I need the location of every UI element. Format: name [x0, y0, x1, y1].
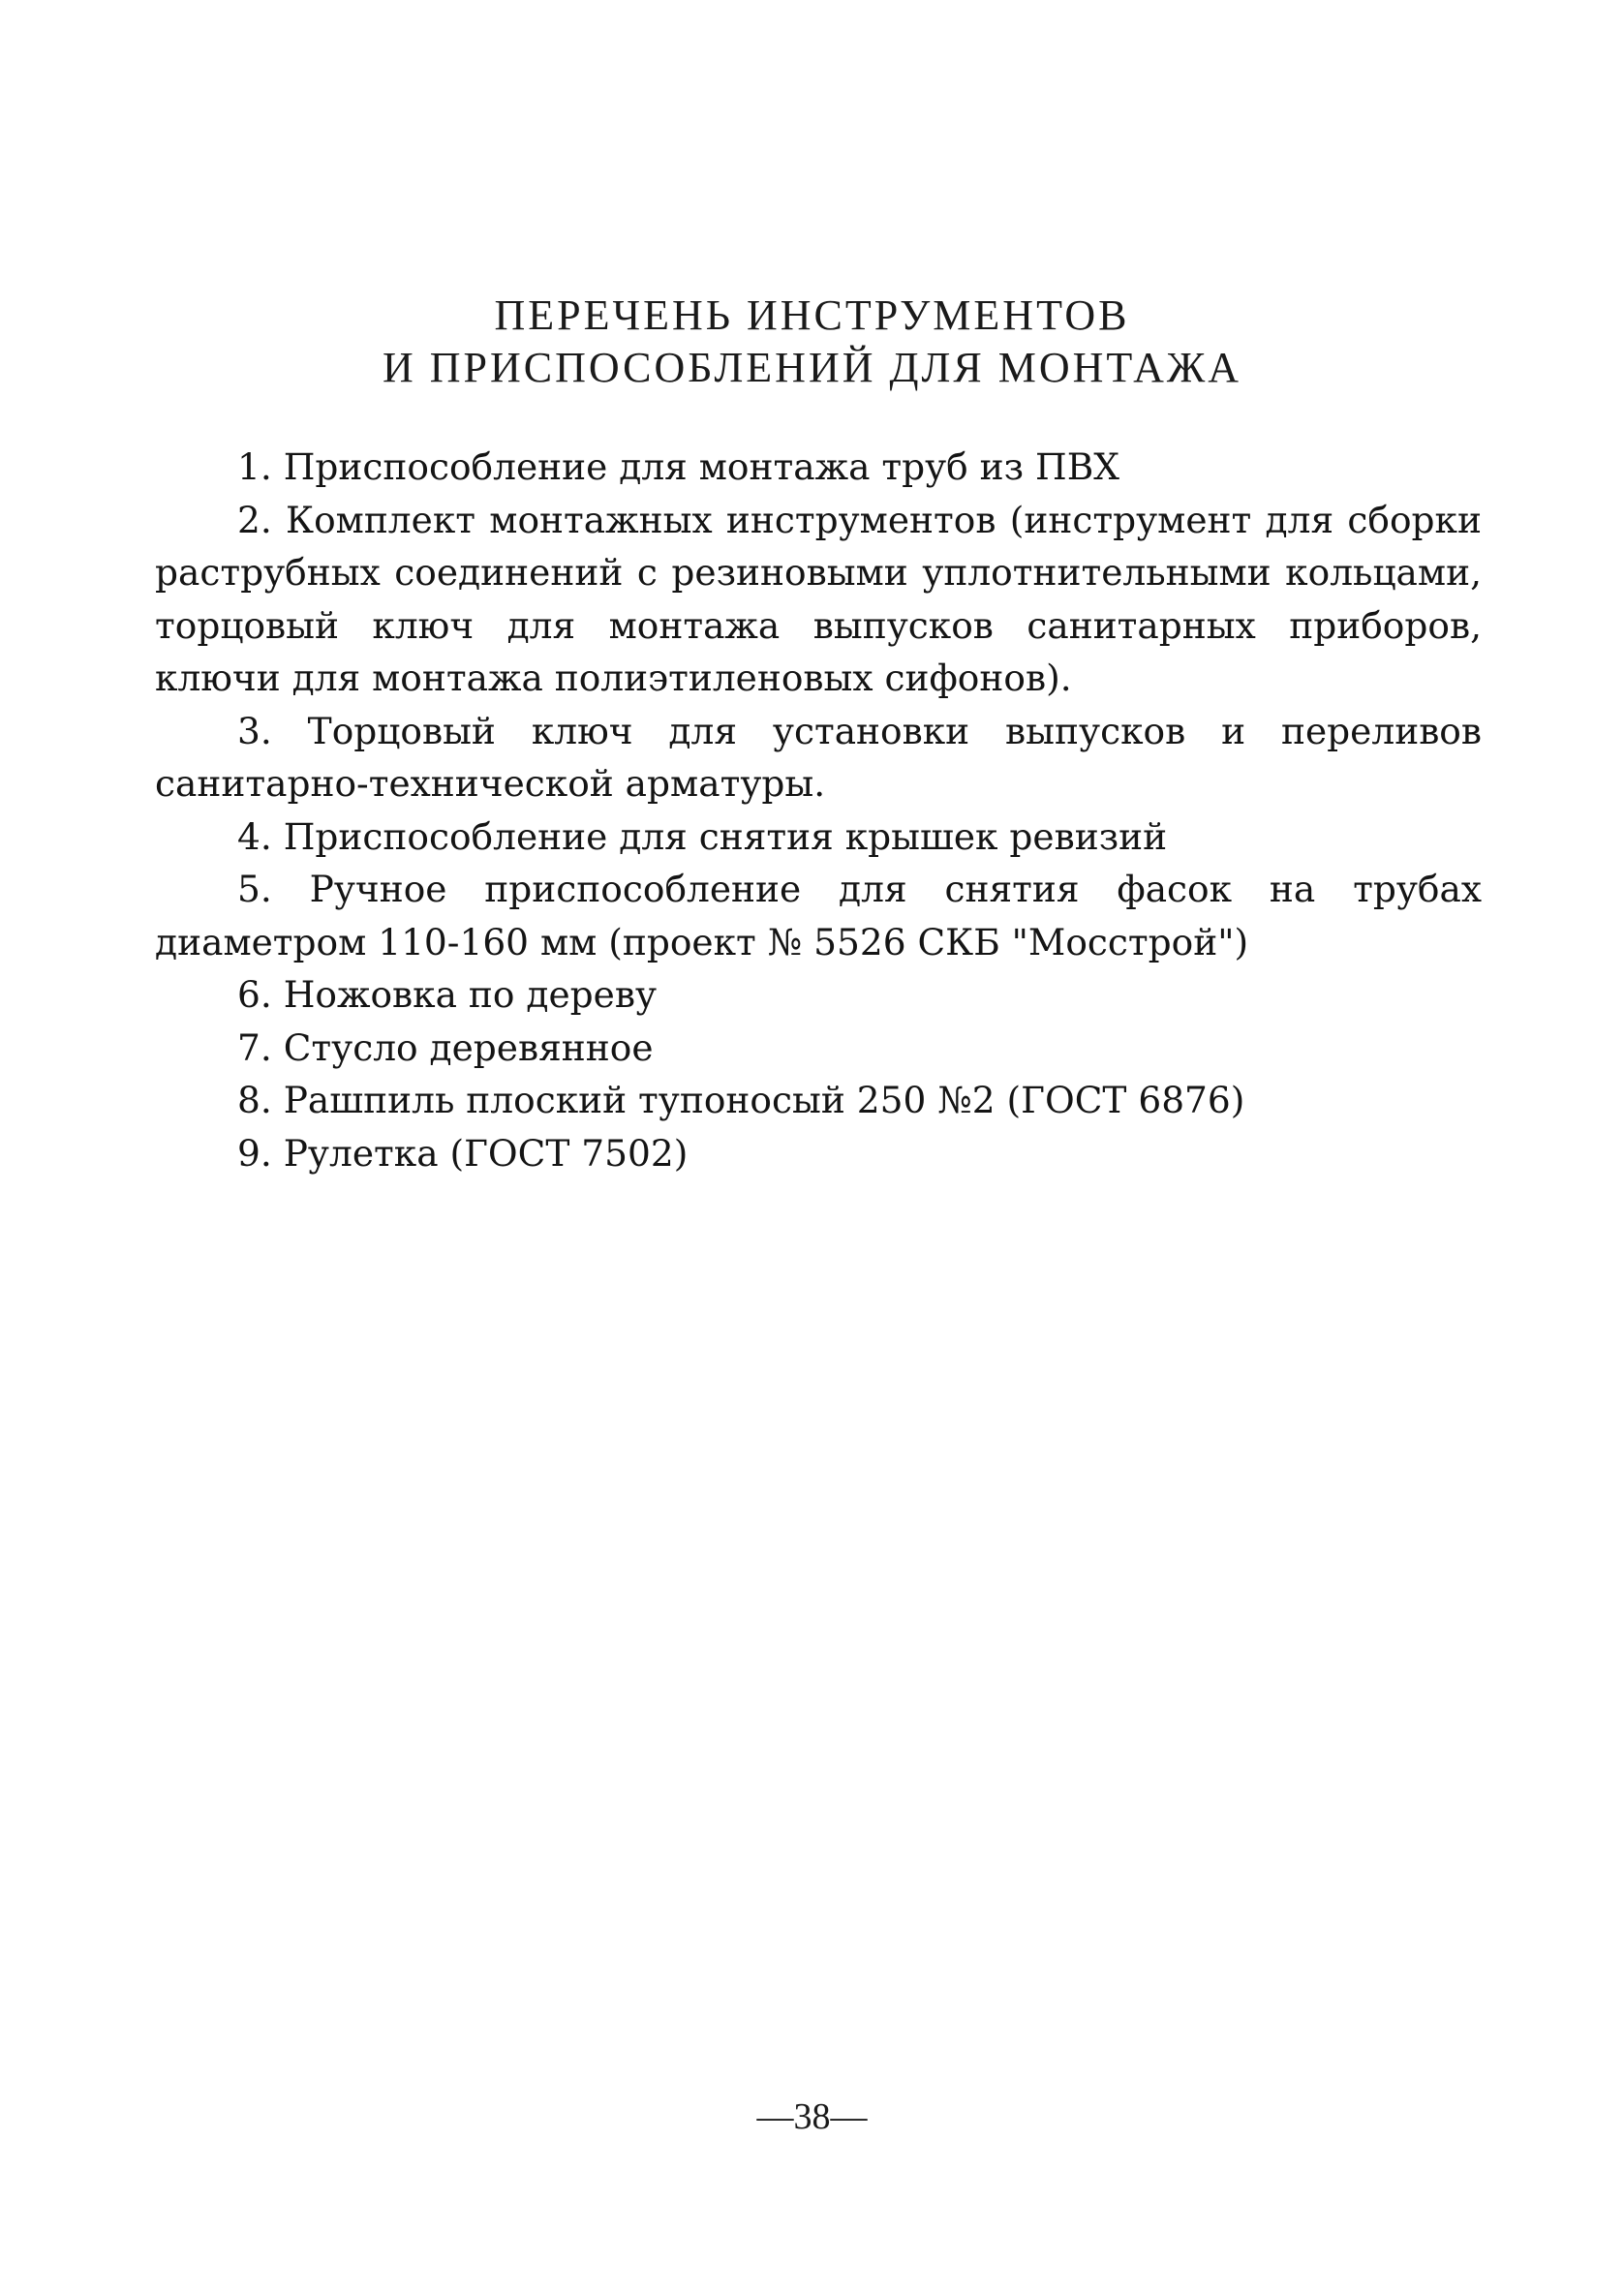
list-item: 6. Ножовка по дереву: [237, 973, 658, 1016]
list-item: 4. Приспособление для снятия крышек ревизий: [237, 814, 1168, 858]
list-item: 5. Ручное приспособление для снятия фасок на трубах диаметром 110-160 мм (проект № 5526 СКБ "Мосстрой"): [155, 868, 1482, 963]
tools-list: [155, 441, 1482, 1179]
list-item: 1. Приспособление для монтажа труб из ПВХ: [237, 445, 1119, 488]
list-item: 2. Комплект монтажных инструментов (инструмент для сборки раструбных соединений с резиновыми уплотнительными кольцами, торцовый ключ для монтажа выпусков санитарных приборов, ключи для монтажа полиэтиленовых сифонов).: [155, 498, 1482, 699]
document-title-line2: И ПРИСПОСОБЛЕНИЙ ДЛЯ МОНТАЖА: [382, 344, 1242, 391]
document-title-line1: ПЕРЕЧЕНЬ ИНСТРУМЕНТОВ: [494, 291, 1130, 339]
page-number: —38—: [756, 2096, 868, 2137]
list-item: 3. Торцовый ключ для установки выпусков и переливов санитарно-технической арматуры.: [155, 709, 1482, 805]
list-item: 9. Рулетка (ГОСТ 7502): [237, 1131, 689, 1175]
list-item: 7. Стусло деревянное: [237, 1025, 654, 1069]
list-item: 8. Рашпиль плоский тупоносый 250 №2 (ГОСТ 6876): [237, 1079, 1245, 1121]
